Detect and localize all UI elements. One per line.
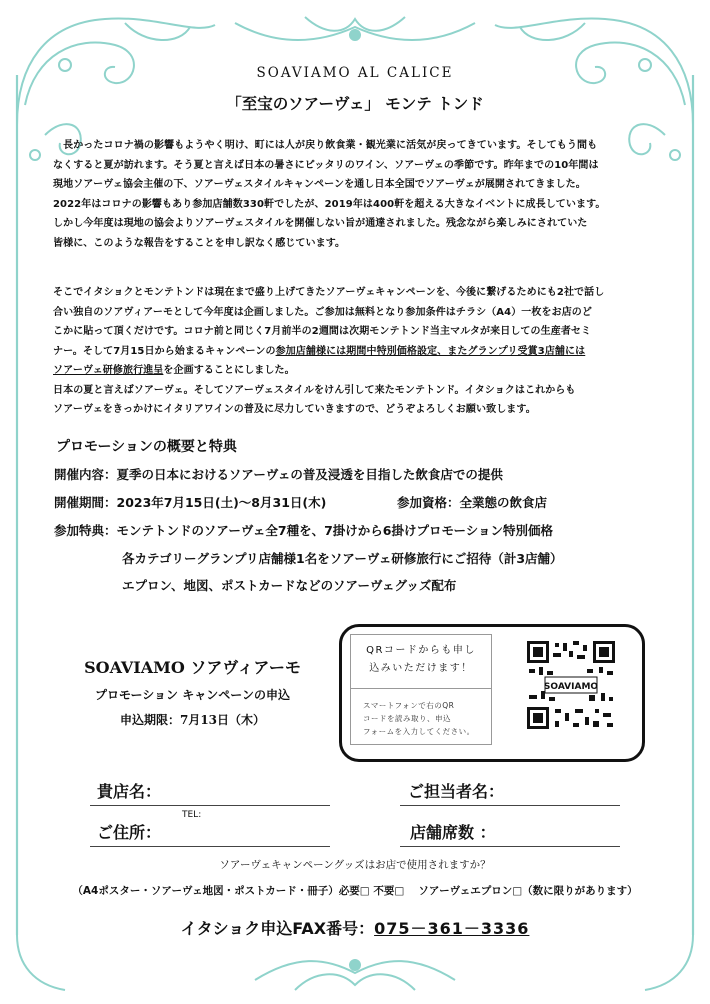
shop-name-label: 貴店名： — [97, 782, 162, 801]
intro-line: 皆様に、このような報告をすることを申し訳なく感じています。 — [53, 237, 346, 249]
intro-line: しかし今年度は現地の協会よりソアーヴェスタイルを開催しない旨が通達されました。残念ながら楽しみにされていた — [53, 218, 588, 229]
body-line: ソアーヴェをきっかけにイタリアワインの普及に尽力していきますので、どうぞよろしくお願い致します。 — [53, 404, 536, 415]
body-text: ナー。そして7月15日から始まるキャンペーンの — [53, 345, 276, 357]
address-label: ご住所： — [97, 823, 162, 842]
address-line[interactable] — [90, 846, 330, 847]
intro-line: 長かったコロナ禍の影響もようやく明け、町には人が戻り飲食業・観光業に活気が戻ってきています。そしてもう間も — [53, 140, 598, 151]
contact-label: ご担当者名： — [408, 782, 505, 801]
tel-label: TEL: — [182, 810, 202, 820]
intro-line: 2022年はコロナの影響もあり参加店舗数330軒でしたが、2019年は400軒を超える大きなイベントに成長しています。 — [53, 198, 606, 210]
qr-panel — [339, 624, 645, 762]
intro-paragraph — [53, 136, 665, 253]
qr-instruction-box — [350, 634, 492, 745]
qr-note — [363, 699, 475, 738]
seats-line[interactable] — [400, 846, 620, 847]
promotion-benefit: 各カテゴリーグランプリ店舗様1名をソアーヴェ研修旅行にご招待（計3店舗） — [122, 551, 563, 566]
fax-label: イタショク申込FAX番号： — [180, 919, 375, 938]
goods-choices[interactable]: （A4ポスター・ソアーヴェ地図・ポストカード・冊子）必要□ 不要□ ソアーヴェエプロン□（数に限りがあります） — [72, 885, 638, 897]
bottom-ornament — [17, 935, 693, 990]
application-subtitle: プロモーション キャンペーンの申込 — [95, 688, 290, 702]
fax-line — [0, 916, 710, 939]
body-line: そこでイタショクとモンテトンドは現在まで盛り上げてきたソアーヴェキャンペーンを、今後に繋げるためにも2社で話し — [53, 287, 605, 298]
top-center-ornament — [235, 17, 475, 40]
body-line: 合い独自のソアヴィアーモとして今年度は企画しました。ご参加は無料となり参加条件はチラシ（A4）一枚をお店のど — [53, 306, 592, 318]
qr-headline — [351, 635, 491, 689]
qr-code-image[interactable] — [525, 639, 617, 731]
body-line — [53, 342, 665, 362]
promotion-benefit: エプロン、地図、ポストカードなどのソアーヴェグッズ配布 — [122, 578, 457, 593]
body-line: 日本の夏と言えばソアーヴェ。そしてソアーヴェスタイルをけん引して来たモンテトンド。イタショクはこれからも — [53, 384, 576, 396]
promotion-period: 開催期間：2023年7月15日(土)～8月31日(木) — [54, 495, 327, 510]
fax-number: 075－361－3336 — [374, 919, 530, 938]
qr-headline-line: 込みいただけます！ — [369, 663, 473, 674]
intro-line: 現地ソアーヴェ協会主催の下、ソアーヴェスタイルキャンペーンを通し日本全国でソアーヴェが展開されてきました。 — [53, 179, 586, 190]
shop-name-line[interactable] — [90, 805, 330, 806]
application-deadline: 申込期限：7月13日（木） — [119, 713, 266, 727]
body-text: を企画することにしました。 — [163, 365, 295, 376]
contact-line[interactable] — [400, 805, 620, 806]
promotion-benefit: 参加特典：モンテトンドのソアーヴェ全7種を、7掛けから6掛けプロモーション特別価格 — [54, 523, 553, 538]
goods-question: ソアーヴェキャンペーングッズはお店で使用されますか？ — [219, 859, 491, 871]
body-paragraph — [53, 283, 665, 420]
promotion-content: 開催内容：夏季の日本におけるソアーヴェの普及浸透を目指した飲食店での提供 — [54, 467, 503, 482]
qr-headline-line: QRコードからも申し — [366, 645, 476, 656]
intro-line: なくすると夏が訪れます。そう夏と言えば日本の暑さにピッタリのワイン、ソアーヴェの季節です。昨年までの10年間は — [53, 159, 599, 171]
qr-logo-text: SOAVIAMO — [543, 682, 599, 692]
application-title: SOAVIAMO ソアヴィアーモ — [84, 658, 301, 677]
body-line — [53, 361, 665, 381]
page-title: 「至宝のソアーヴェ」 モンテ トンド — [226, 95, 484, 113]
promotion-heading: プロモーションの概要と特典 — [56, 439, 237, 455]
underlined-text: ソアーヴェ研修旅行進呈 — [53, 365, 164, 376]
body-line: こかに貼って頂くだけです。コロナ前と同じく7月前半の2週間は次期モンテトンド当主マルタが来日しての生産者セミ — [53, 326, 592, 337]
qr-note-line: コードを読み取り、申込 — [363, 714, 451, 723]
brand-subtitle: SOAVIAMO AL CALICE — [256, 65, 454, 81]
qr-note-line: フォームを入力してください。 — [363, 727, 475, 736]
seats-label: 店舗席数 ： — [410, 823, 496, 842]
underlined-text: 参加店舗様には期間中特別価格設定、またグランプリ受賞3店舗には — [275, 345, 586, 357]
application-block — [60, 655, 325, 728]
qr-note-line: スマートフォンで右のQR — [363, 701, 455, 710]
promotion-eligibility: 参加資格：全業態の飲食店 — [397, 495, 548, 510]
